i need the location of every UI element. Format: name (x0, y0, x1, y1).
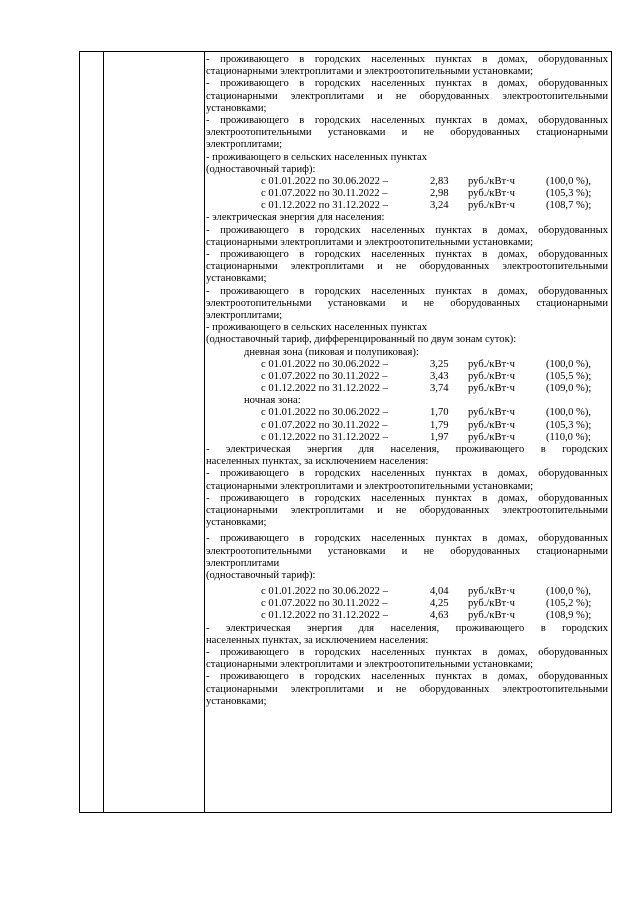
text-line: установками; (206, 695, 267, 707)
rate-percent: (105,2 %); (546, 598, 592, 610)
tariff-rate-row (206, 200, 608, 212)
zone-heading: ночная зона: (244, 395, 301, 407)
text-line: стационарными электроплитами и не оборудованных электроотопительными (206, 504, 608, 516)
rate-period: с 01.01.2022 по 30.06.2022 – (261, 175, 388, 187)
rate-percent: (100,0 %), (546, 358, 592, 370)
rate-percent: (105,5 %); (546, 370, 592, 382)
text-line: - проживающего в городских населенных пунктах в домах, оборудованных (206, 285, 608, 297)
text-line: - проживающего в городских населенных пунктах в домах, оборудованных (206, 671, 608, 683)
text-line: установками; (206, 273, 267, 285)
rate-value: 4,25 (430, 598, 449, 610)
rate-unit: руб./кВт·ч (468, 175, 515, 187)
rate-percent: (105,3 %); (546, 419, 592, 431)
text-line: (одноставочный тариф): (206, 569, 316, 581)
rate-value: 1,70 (430, 407, 449, 419)
rate-value: 3,43 (430, 370, 449, 382)
text-line: - проживающего в городских населенных пунктах в домах, оборудованных (206, 468, 608, 480)
rate-value: 4,63 (430, 610, 449, 622)
rate-unit: руб./кВт·ч (468, 358, 515, 370)
rate-period: с 01.01.2022 по 30.06.2022 – (261, 358, 388, 370)
rate-unit: руб./кВт·ч (468, 598, 515, 610)
rate-percent: (100,0 %), (546, 175, 592, 187)
column-divider-1 (103, 52, 104, 812)
text-line: - проживающего в городских населенных пунктах в домах, оборудованных (206, 114, 608, 126)
text-line: - проживающего в городских населенных пунктах в домах, оборудованных (206, 647, 608, 658)
text-line: электроотопительными установками и не оборудованных стационарными (206, 545, 608, 557)
rate-period: с 01.01.2022 по 30.06.2022 – (261, 586, 388, 598)
text-line: установками; (206, 517, 267, 529)
rate-unit: руб./кВт·ч (468, 610, 515, 622)
rate-period: с 01.12.2022 по 31.12.2022 – (261, 200, 388, 212)
text-line: электроотопительными установками и не оборудованных стационарными (206, 297, 608, 309)
rate-value: 4,04 (430, 586, 449, 598)
rate-period: с 01.07.2022 по 30.11.2022 – (261, 598, 388, 610)
tariff-rate-row (206, 598, 608, 610)
rate-percent: (100,0 %), (546, 586, 592, 598)
tariff-text-cell (206, 54, 608, 708)
text-line: стационарными электроплитами и не оборудованных электроотопительными (206, 683, 608, 695)
rate-value: 3,24 (430, 200, 449, 212)
tariff-rate-row (206, 432, 608, 444)
rate-unit: руб./кВт·ч (468, 431, 515, 443)
rate-percent: (105,3 %); (546, 188, 592, 200)
text-line: (одноставочный тариф): (206, 163, 316, 175)
rate-value: 3,25 (430, 358, 449, 370)
text-line: населенных пунктах, за исключением населения: (206, 634, 429, 646)
rate-period: с 01.12.2022 по 31.12.2022 – (261, 610, 388, 622)
rate-unit: руб./кВт·ч (468, 370, 515, 382)
text-line: стационарными электроплитами и не оборудованных электроотопительными (206, 261, 608, 273)
text-line: стационарными электроплитами и электроотопительными установками; (206, 66, 534, 78)
text-line: - проживающего в городских населенных пунктах в домах, оборудованных (206, 224, 608, 236)
text-line: стационарными электроплитами и электроотопительными установками; (206, 480, 534, 492)
rate-value: 1,79 (430, 419, 449, 431)
tariff-rate-row (206, 383, 608, 395)
rate-period: с 01.12.2022 по 31.12.2022 – (261, 431, 388, 443)
rate-percent: (108,9 %); (546, 610, 592, 622)
tariff-rate-row (206, 176, 608, 188)
rate-percent: (110,0 %); (546, 431, 591, 443)
rate-unit: руб./кВт·ч (468, 200, 515, 212)
text-line: населенных пунктах, за исключением населения: (206, 456, 429, 468)
rate-percent: (109,0 %); (546, 383, 592, 395)
rate-value: 2,83 (430, 175, 449, 187)
text-line: - электрическая энергия для населения, проживающего в городских (206, 622, 608, 634)
rate-unit: руб./кВт·ч (468, 188, 515, 200)
rate-period: с 01.12.2022 по 31.12.2022 – (261, 383, 388, 395)
tariff-rate-row (206, 407, 608, 419)
text-line: стационарными электроплитами и электроотопительными установками; (206, 236, 534, 248)
text-line: электроотопительными установками и не оборудованных стационарными (206, 127, 608, 139)
rate-period: с 01.07.2022 по 30.11.2022 – (261, 419, 388, 431)
rate-unit: руб./кВт·ч (468, 419, 515, 431)
rate-unit: руб./кВт·ч (468, 407, 515, 419)
text-line: - проживающего в городских населенных пунктах в домах, оборудованных (206, 54, 608, 65)
column-divider-2 (204, 52, 205, 812)
rate-period: с 01.07.2022 по 30.11.2022 – (261, 370, 388, 382)
text-line: установками; (206, 102, 267, 114)
tariff-table (79, 51, 612, 813)
text-line: стационарными электроплитами и не оборудованных электроотопительными (206, 90, 608, 102)
rate-value: 1,97 (430, 431, 449, 443)
text-line: электроплитами; (206, 139, 283, 151)
tariff-rate-row (206, 610, 608, 622)
text-line: - электрическая энергия для населения: (206, 212, 385, 224)
text-line: - проживающего в городских населенных пунктах в домах, оборудованных (206, 78, 608, 90)
text-line: - проживающего в сельских населенных пунктах (206, 151, 427, 163)
rate-unit: руб./кВт·ч (468, 586, 515, 598)
tariff-rate-row (206, 420, 608, 432)
text-line: стационарными электроплитами и электроотопительными установками; (206, 659, 534, 671)
tariff-rate-row (206, 359, 608, 371)
text-line: - проживающего в сельских населенных пунктах (206, 322, 427, 334)
rate-percent: (108,7 %); (546, 200, 592, 212)
rate-period: с 01.01.2022 по 30.06.2022 – (261, 407, 388, 419)
text-line: - электрическая энергия для населения, проживающего в городских (206, 444, 608, 455)
text-line: электроплитами (206, 557, 280, 569)
rate-value: 2,98 (430, 188, 449, 200)
tariff-rate-row (206, 371, 608, 383)
rate-period: с 01.07.2022 по 30.11.2022 – (261, 188, 388, 200)
rate-value: 3,74 (430, 383, 449, 395)
tariff-rate-row (206, 586, 608, 598)
text-line: (одноставочный тариф, дифференцированный по двум зонам суток): (206, 334, 517, 346)
zone-heading: дневная зона (пиковая и полупиковая): (244, 346, 419, 358)
text-line: - проживающего в городских населенных пунктах в домах, оборудованных (206, 492, 608, 504)
text-line: электроплитами; (206, 309, 283, 321)
rate-percent: (100,0 %), (546, 407, 592, 419)
rate-unit: руб./кВт·ч (468, 383, 515, 395)
tariff-rate-row (206, 188, 608, 200)
text-line: - проживающего в городских населенных пунктах в домах, оборудованных (206, 249, 608, 260)
text-line: - проживающего в городских населенных пунктах в домах, оборудованных (206, 533, 608, 545)
